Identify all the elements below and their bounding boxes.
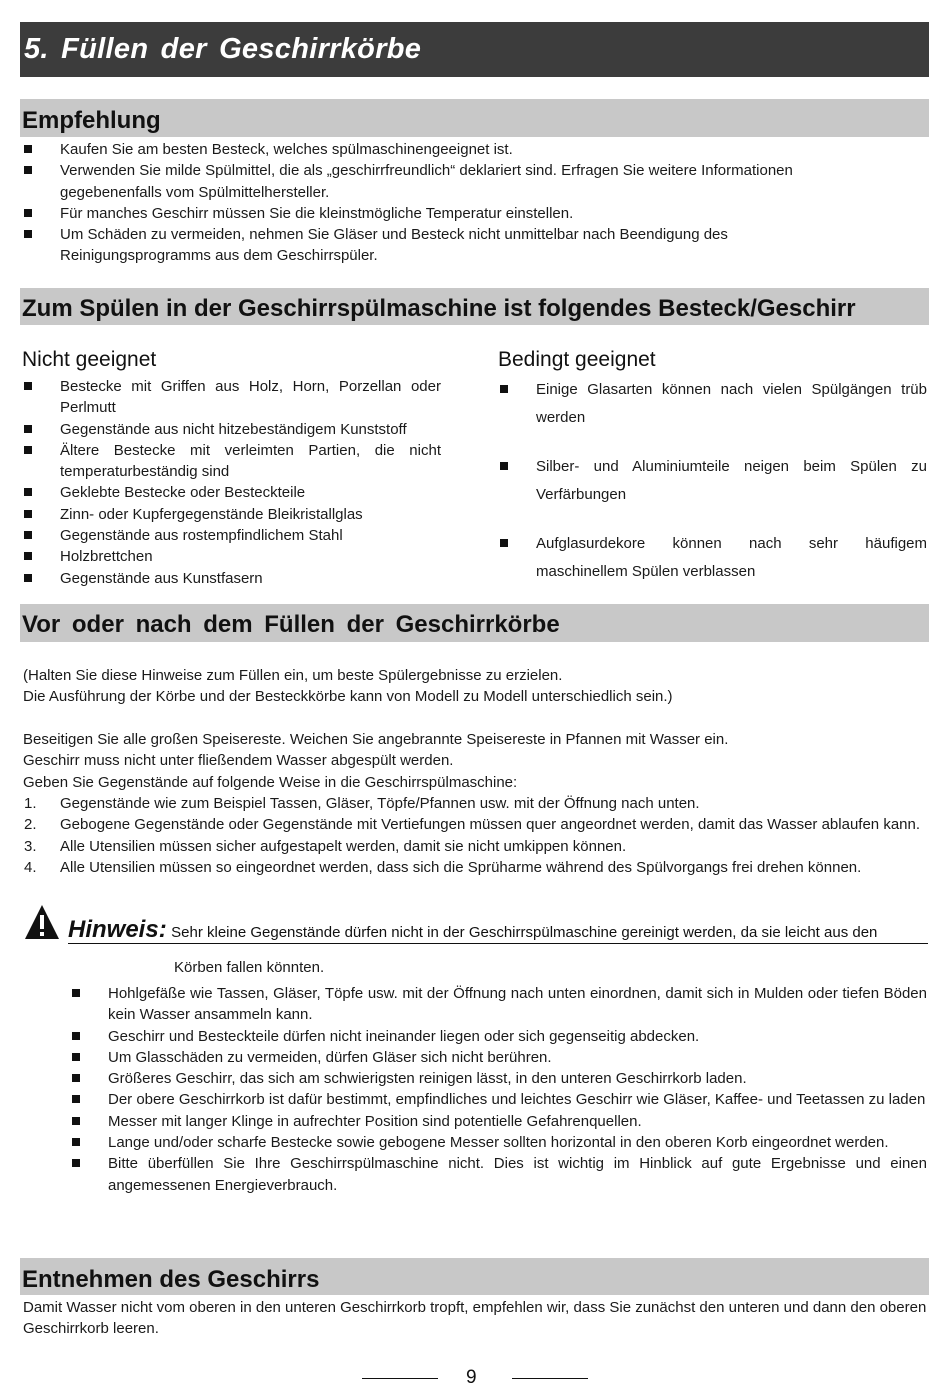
bullet-square-icon — [72, 1159, 80, 1167]
list-item: Einige Glasarten können nach vielen Spülgängen trüb werden — [498, 376, 927, 432]
list-item: Messer mit langer Klinge in aufrechter Position sind potentielle Gefahrenquellen. — [70, 1111, 927, 1132]
bullet-square-icon — [24, 531, 32, 539]
list-item: Größeres Geschirr, das sich am schwierigsten reinigen lässt, in den unteren Geschirrkorb laden. — [70, 1068, 927, 1089]
list-item: 2. Gebogene Gegenstände oder Gegenstände mit Vertiefungen müssen quer angeordnet werden, damit das Wasser ablaufen kann. — [24, 816, 921, 834]
entnehmen-text: Damit Wasser nicht vom oberen in den unteren Geschirrkorb tropft, empfehlen wir, dass Sie zunächst den unteren und dann den oberen Geschirrkorb leeren. — [23, 1299, 927, 1338]
section-heading-empfehlung: Empfehlung — [20, 99, 929, 137]
bullet-square-icon — [24, 488, 32, 496]
list-item: Geschirr und Besteckteile dürfen nicht ineinander liegen oder sich gegenseitig abdecken. — [70, 1026, 927, 1047]
empfehlung-list — [22, 139, 842, 267]
bullet-square-icon — [72, 989, 80, 997]
section-heading-vor-oder-nach: Vor oder nach dem Füllen der Geschirrkörbe — [20, 604, 929, 642]
list-item: Ältere Bestecke mit verleimten Partien, die nicht temperaturbeständig sind — [22, 440, 441, 483]
bullet-square-icon — [24, 209, 32, 217]
bullet-square-icon — [24, 166, 32, 174]
list-item: Hohlgefäße wie Tassen, Gläser, Töpfe usw. mit der Öffnung nach unten einordnen, damit sich in Mulden oder tiefen Böden kein Wasser ansammeln kann. — [70, 983, 927, 1026]
list-item: 1. Gegenstände wie zum Beispiel Tassen, Gläser, Töpfe/Pfannen usw. mit der Öffnung nach unten. — [24, 795, 700, 812]
list-item: Gegenstände aus nicht hitzebeständigem Kunststoff — [22, 419, 441, 440]
list-item: Bitte überfüllen Sie Ihre Geschirrspülmaschine nicht. Dies ist wichtig im Hinblick auf gute Ergebnisse und einen angemessenen Energieverbrauch. — [70, 1153, 927, 1196]
list-item: 3. Alle Utensilien müssen sicher aufgestapelt werden, damit sie nicht umkippen können. — [24, 837, 627, 855]
list-item: Lange und/oder scharfe Bestecke sowie gebogene Messer sollten horizontal in den oberen Korb eingeordnet werden. — [70, 1132, 927, 1153]
hinweis-text-continued: Körben fallen könnten. — [174, 959, 325, 976]
list-item: Für manches Geschirr müssen Sie die kleinstmögliche Temperatur einstellen. — [22, 203, 842, 224]
bullet-square-icon — [24, 552, 32, 560]
footer-line-left — [362, 1378, 438, 1379]
footer-line-right — [512, 1378, 588, 1379]
bullet-square-icon — [24, 574, 32, 582]
list-item: Aufglasurdekore können nach sehr häufigem maschinellem Spülen verblassen — [498, 530, 927, 586]
bullet-square-icon — [24, 446, 32, 454]
subheading-nicht-geeignet: Nicht geeignet — [22, 348, 157, 371]
hinweis-label: Hinweis: — [68, 916, 167, 943]
list-item: Um Glasschäden zu vermeiden, dürfen Gläser sich nicht berühren. — [70, 1047, 927, 1068]
intro-text: (Halten Sie diese Hinweise zum Füllen ein, um beste Spülergebnisse zu erzielen. Die Ausführung der Körbe und der Besteckkörbe kann von Modell zu Modell unterschiedlich sein.) — [23, 667, 673, 706]
bullet-square-icon — [72, 1032, 80, 1040]
page-title: 5. Füllen der Geschirrkörbe — [20, 22, 929, 77]
list-item: Verwenden Sie milde Spülmittel, die als „geschirrfreundlich“ deklariert sind. Erfragen Sie weitere Informationen gegebenenfalls vom Spülmittelhersteller. — [22, 160, 842, 203]
list-item: Gegenstände aus Kunstfasern — [22, 568, 441, 589]
bullet-square-icon — [72, 1117, 80, 1125]
nicht-geeignet-list — [22, 376, 441, 589]
list-item: Silber- und Aluminiumteile neigen beim Spülen zu Verfärbungen — [498, 453, 927, 509]
page-number: 9 — [466, 1367, 477, 1388]
section-heading-entnehmen: Entnehmen des Geschirrs — [20, 1258, 929, 1295]
bullet-square-icon — [72, 1053, 80, 1061]
hinweis-text: Sehr kleine Gegenstände dürfen nicht in der Geschirrspülmaschine gereinigt werden, da sie leicht aus den — [171, 924, 878, 941]
bullet-square-icon — [500, 385, 508, 393]
bullet-square-icon — [72, 1138, 80, 1146]
list-item: Gegenstände aus rostempfindlichem Stahl — [22, 525, 441, 546]
list-item: Zinn- oder Kupfergegenstände Bleikristallglas — [22, 504, 441, 525]
bullet-square-icon — [24, 145, 32, 153]
list-item: Der obere Geschirrkorb ist dafür bestimmt, empfindliches und leichtes Geschirr wie Gläser, Kaffee- und Teetassen zu laden — [70, 1089, 927, 1110]
hinweis-list — [70, 983, 927, 1196]
bullet-square-icon — [500, 539, 508, 547]
list-item: Um Schäden zu vermeiden, nehmen Sie Gläser und Besteck nicht unmittelbar nach Beendigung des Reinigungsprogramms aus dem Geschirrspüler. — [22, 224, 842, 267]
section-heading-besteck: Zum Spülen in der Geschirrspülmaschine ist folgendes Besteck/Geschirr — [20, 288, 929, 325]
bullet-square-icon — [500, 462, 508, 470]
bullet-square-icon — [72, 1074, 80, 1082]
list-item: Bestecke mit Griffen aus Holz, Horn, Porzellan oder Perlmutt — [22, 376, 441, 419]
bullet-square-icon — [72, 1095, 80, 1103]
numbered-list — [22, 793, 928, 878]
bullet-square-icon — [24, 425, 32, 433]
list-item: Kaufen Sie am besten Besteck, welches spülmaschinengeeignet ist. — [22, 139, 842, 160]
list-item: Holzbrettchen — [22, 546, 441, 567]
warning-triangle-icon — [24, 904, 60, 940]
bedingt-geeignet-list — [498, 376, 927, 586]
list-item: Geklebte Bestecke oder Besteckteile — [22, 482, 441, 503]
bullet-square-icon — [24, 510, 32, 518]
hinweis-note — [68, 916, 928, 944]
list-item: 4. Alle Utensilien müssen so eingeordnet werden, dass sich die Sprüharme während des Spülvorgangs frei drehen können. — [24, 858, 862, 876]
instructions-text: Beseitigen Sie alle großen Speisereste. Weichen Sie angebrannte Speisereste in Pfannen mit Wasser ein. Geschirr muss nicht unter fließendem Wasser abgespült werden. Geben Sie Gegenstände auf folgende Weise in die Geschirrspülmaschine: — [23, 731, 729, 791]
subheading-bedingt-geeignet: Bedingt geeignet — [498, 348, 656, 371]
bullet-square-icon — [24, 230, 32, 238]
bullet-square-icon — [24, 382, 32, 390]
